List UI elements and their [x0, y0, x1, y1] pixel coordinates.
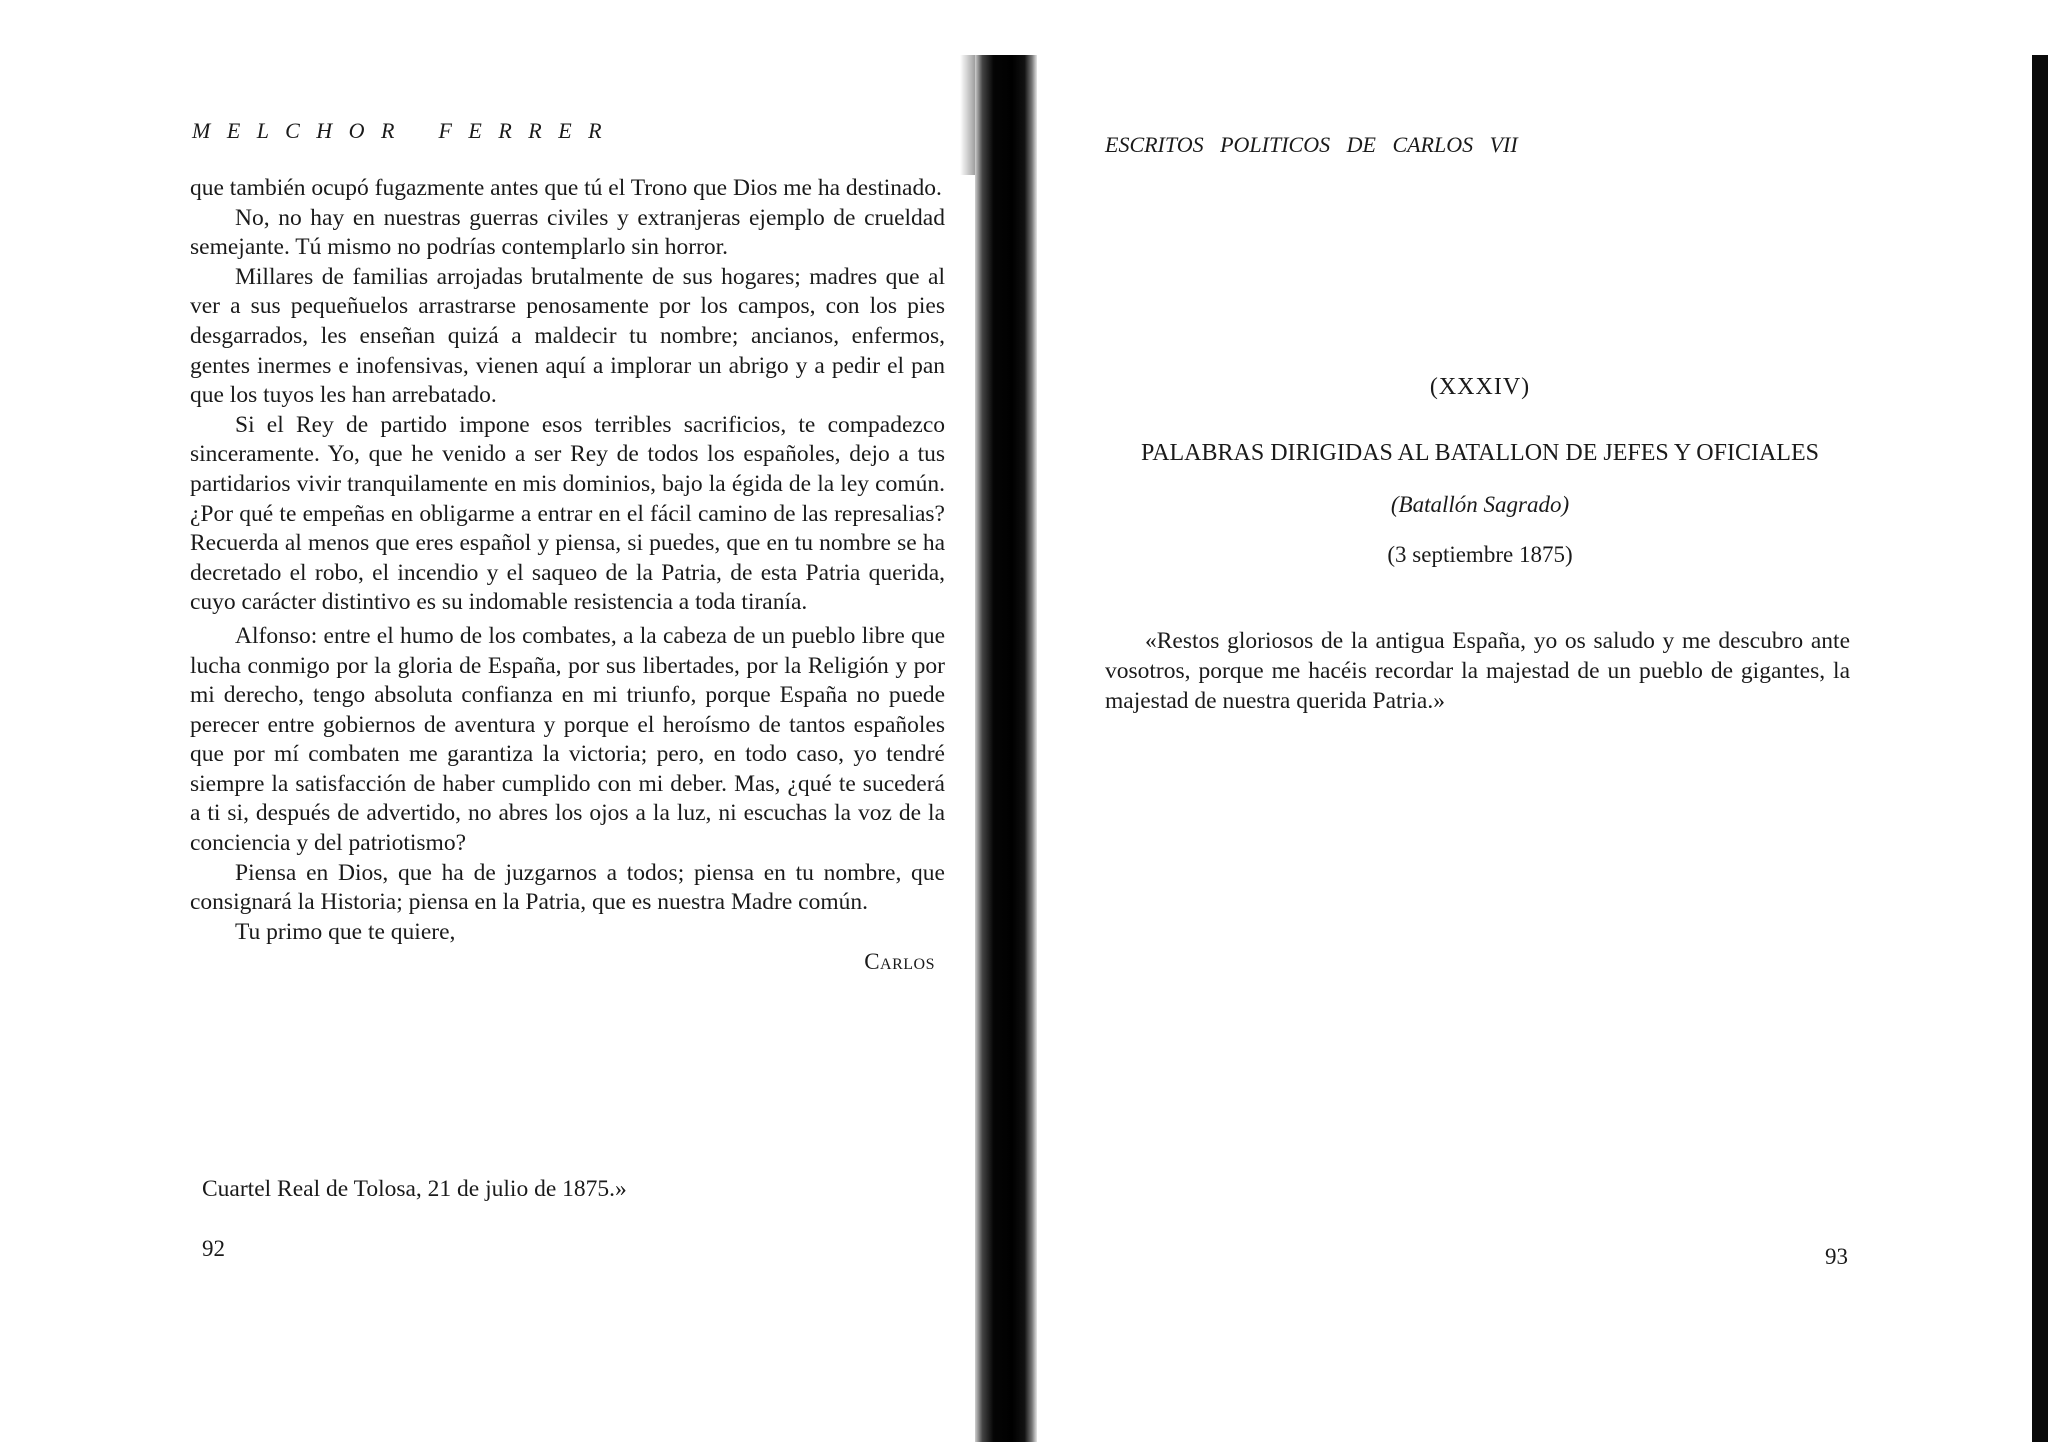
paragraph: Alfonso: entre el humo de los combates, a la cabeza de un pueblo libre que lucha conmigo por la gloria de España, por sus libertades, por la Religión y por mi derecho, tengo absoluta confianza en mi triunfo, porque España no puede perecer entre gobiernos de aventura y porque el heroísmo de tantos españoles que por mí combaten me garantiza la victoria; pero, en todo caso, yo tendré siempre la satisfacción de haber cumplido con mi deber. Mas, ¿qué te sucederá a ti si, después de advertido, no abres los ojos a la luz, ni escuchas la voz de la conciencia y del patriotismo?	[190, 622, 945, 857]
place-date-line: Cuartel Real de Tolosa, 21 de julio de 1875.»	[202, 1176, 627, 1202]
book-gutter	[975, 55, 1037, 1442]
paragraph: No, no hay en nuestras guerras civiles y extranjeras ejemplo de crueldad semejante. Tú mismo no podrías contemplarlo sin horror.	[190, 204, 945, 261]
paragraph: Millares de familias arrojadas brutalmente de sus hogares; madres que al ver a sus pequeñuelos arrastrarse penosamente por los campos, con los pies desgarrados, les enseñan quizá a maldecir tu nombre; ancianos, enfermos, gentes inermes e inofensivas, vienen aquí a implorar un abrigo y a pedir el pan que los tuyos les han arrebatado.	[190, 263, 945, 409]
paragraph: Si el Rey de partido impone esos terribles sacrificios, te compadezco sinceramente. Yo, que he venido a ser Rey de todos los españoles, dejo a tus partidarios vivir tranquilamente en mis dominios, bajo la égida de la ley común. ¿Por qué te empeñas en obligarme a entrar en el fácil camino de las represalias? Recuerda al menos que eres español y piensa, si puedes, que en tu nombre se ha decretado el robo, el incendio y el saqueo de la Patria, de esta Patria querida, cuyo carácter distintivo es su indomable resistencia a toda tiranía.	[190, 411, 945, 616]
chapter-subtitle: (Batallón Sagrado)	[1390, 492, 1570, 517]
page-edge-shadow	[2032, 55, 2048, 1442]
paragraph: que también ocupó fugazmente antes que tú el Trono que Dios me ha destinado.	[190, 175, 942, 201]
left-body-text	[190, 174, 945, 977]
page-number-right: 93	[1825, 1244, 1848, 1269]
paragraph: Tu primo que te quiere,	[235, 918, 456, 945]
chapter-number: (XXXIV)	[1429, 374, 1531, 400]
speech-paragraph: «Restos gloriosos de la antigua España, yo os saludo y me descubro ante vosotros, porque me hacéis recordar la majestad de un pueblo de gigantes, la majestad de nuestra querida Patria.»	[1105, 628, 1850, 714]
left-running-head: M E L C H O R F E R R E R	[192, 118, 602, 143]
right-running-head: ESCRITOS POLITICOS DE CARLOS VII	[1105, 132, 1518, 157]
page-number-left: 92	[202, 1236, 225, 1261]
paragraph: Piensa en Dios, que ha de juzgarnos a todos; piensa en tu nombre, que consignará la Historia; piensa en la Patria, que es nuestra Madre común.	[190, 859, 945, 916]
right-page	[1105, 0, 1855, 1442]
left-page	[190, 0, 950, 1442]
chapter-title: PALABRAS DIRIGIDAS AL BATALLON DE JEFES Y OFICIALES	[1141, 440, 1819, 466]
chapter-date: (3 septiembre 1875)	[1387, 542, 1573, 567]
signature: Carlos	[864, 949, 935, 975]
